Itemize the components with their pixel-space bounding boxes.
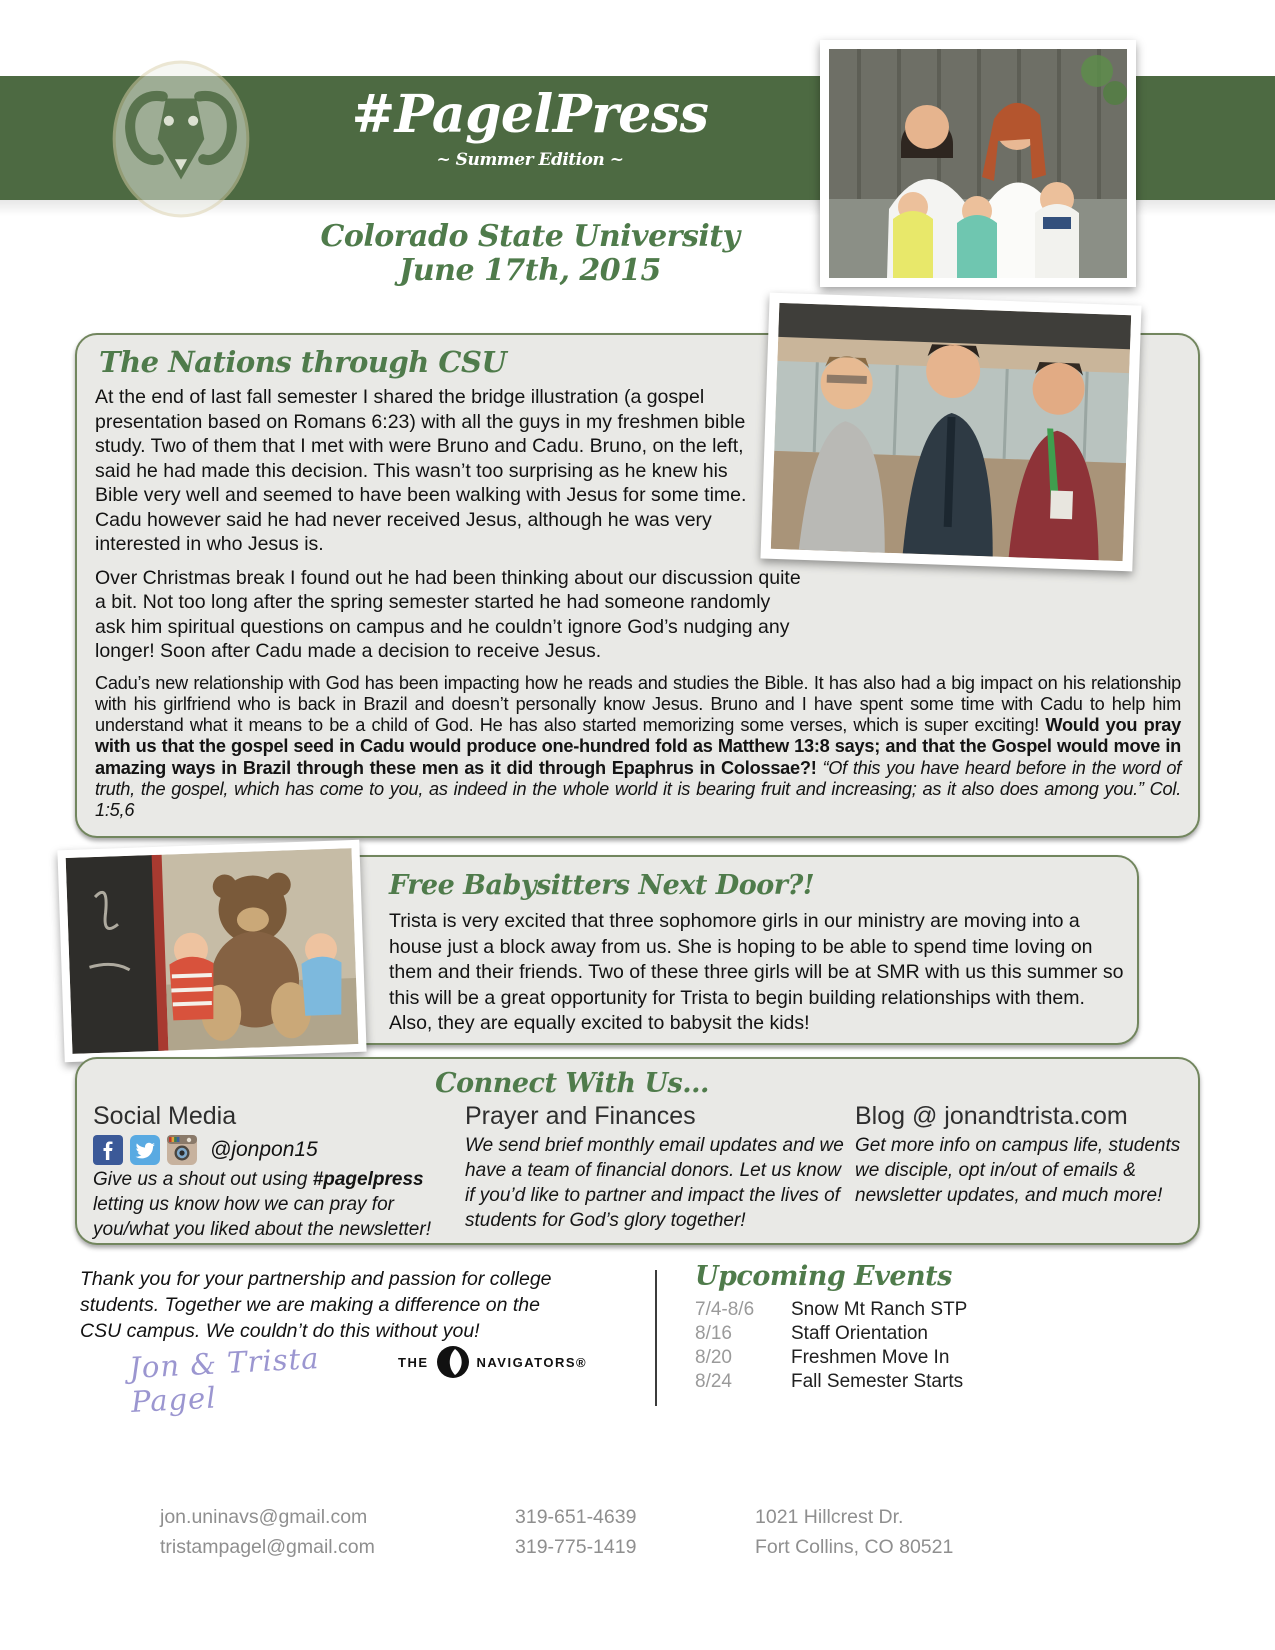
contact-phones xyxy=(515,1502,636,1562)
footer-divider xyxy=(655,1270,657,1406)
blog-heading[interactable]: Blog @ jonandtrista.com xyxy=(855,1102,1128,1130)
school-name: Colorado State University xyxy=(320,219,740,254)
event-label: Staff Orientation xyxy=(791,1323,928,1344)
prayer-finances-column xyxy=(465,1101,847,1233)
social-hashtag: #pagelpress xyxy=(312,1169,424,1190)
section-connect xyxy=(75,1057,1200,1245)
school-date xyxy=(150,220,910,288)
section-connect-title: Connect With Us... xyxy=(435,1068,709,1099)
nations-paragraph-1: At the end of last fall semester I shared the bridge illustration (a gospel presentation based on Romans 6:23) with all the guys in my freshmen bible study. Two of them that I met with were Bruno and Cadu. Bruno, on the left, said he had made this decision. This wasn’t too surprising as he knew his Bible very well and seemed to have been walking with Jesus for some time. Cadu however said he had never received Jesus, although he was very interested in who Jesus is. xyxy=(95,386,747,555)
edition-label: ~ Summer Edition ~ xyxy=(436,150,624,170)
event-label: Fall Semester Starts xyxy=(791,1371,964,1392)
issue-date: June 17th, 2015 xyxy=(399,253,661,288)
handwritten-signature: Jon & Trista Pagel xyxy=(128,1341,321,1419)
social-media-column xyxy=(93,1101,461,1242)
masthead xyxy=(220,86,840,170)
social-body-post: letting us know how we can pray for you/what you liked about the newsletter! xyxy=(93,1194,431,1240)
section-babysitters xyxy=(75,855,1139,1045)
babysitters-body: Trista is very excited that three sophomore girls in our ministry are moving into a house just a block away from us. She is hoping to be able to spend time loving on them and their friends. Two of these three girls will be at SMR with us this summer so this will be a great opportunity for Trista to begin building relationships with them. Also, they are equally excited to babysit the kids! xyxy=(389,910,1124,1034)
newsletter-title: #PagelPress xyxy=(351,84,709,145)
navigators-logo xyxy=(398,1344,587,1380)
event-label: Snow Mt Ranch STP xyxy=(791,1299,968,1320)
upcoming-events-title: Upcoming Events xyxy=(695,1261,952,1292)
upcoming-events xyxy=(695,1260,1115,1394)
blog-body: Get more info on campus life, students we disciple, opt in/out of emails & newsletter updates, and much more! xyxy=(855,1135,1181,1206)
social-media-heading: Social Media xyxy=(93,1102,237,1130)
blog-column xyxy=(855,1101,1189,1208)
facebook-icon[interactable] xyxy=(93,1135,123,1165)
event-date: 8/20 xyxy=(695,1347,732,1368)
students-photo xyxy=(760,293,1141,572)
section-nations-title: The Nations through CSU xyxy=(99,345,507,379)
nations-paragraph-2: Over Christmas break I found out he had been thinking about our discussion quite a bit. Not too long after the spring semester started he had someone randomly ask him spiritual questions on campus and he couldn’t ignore God’s nudging any longer! Soon after Cadu made a decision to receive Jesus. xyxy=(95,566,801,662)
social-handle[interactable]: @jonpon15 xyxy=(210,1138,318,1161)
phone-jon: 319-651-4639 xyxy=(515,1506,637,1528)
social-body xyxy=(93,1167,461,1242)
instagram-icon[interactable] xyxy=(167,1135,197,1165)
event-row xyxy=(695,1298,1115,1322)
phone-trista: 319-775-1419 xyxy=(515,1536,637,1558)
thank-you-note: Thank you for your partnership and passion for college students. Together we are making a difference on the CSU campus. We couldn’t do this without you! xyxy=(80,1268,552,1342)
twitter-icon[interactable] xyxy=(130,1135,160,1165)
prayer-heading: Prayer and Finances xyxy=(465,1102,696,1130)
nations-paragraph-3 xyxy=(95,673,1181,822)
section-nations xyxy=(75,333,1200,838)
email-trista[interactable]: tristampagel@gmail.com xyxy=(160,1536,375,1558)
babies-photo xyxy=(57,840,366,1062)
event-label: Freshmen Move In xyxy=(791,1347,950,1368)
event-date: 8/16 xyxy=(695,1323,732,1344)
prayer-body: We send brief monthly email updates and we have a team of financial donors. Let us know if you’d like to partner and impact the lives of students for God’s glory together! xyxy=(465,1135,844,1231)
nations-p3-scripture-quote: “Of this you have heard before in the word of truth, the gospel, which has come to you, as indeed in the whole world it is bearing fruit and increasing; as it also does among you.” Col. 1:5,6 xyxy=(95,757,1181,821)
navigators-the-label: THE xyxy=(398,1354,429,1370)
address-line-2: Fort Collins, CO 80521 xyxy=(755,1536,954,1558)
contact-emails xyxy=(160,1502,375,1562)
address-line-1: 1021 Hillcrest Dr. xyxy=(755,1506,904,1528)
event-date: 7/4-8/6 xyxy=(695,1299,755,1320)
event-row xyxy=(695,1346,1115,1370)
event-row xyxy=(695,1322,1115,1346)
contact-address xyxy=(755,1502,953,1562)
event-date: 8/24 xyxy=(695,1371,732,1392)
nations-p3-normal: Cadu’s new relationship with God has been impacting how he reads and studies the Bible. It has also had a big impact on his relationship with his girlfriend who is back in Brazil and doesn’t personally know Jesus. Bruno and I have spent some time with Cadu to help him understand what it means to be a child of God. He has also started memorizing some verses, which is super exciting! xyxy=(95,672,1181,736)
social-body-pre: Give us a shout out using xyxy=(93,1169,313,1190)
email-jon[interactable]: jon.uninavs@gmail.com xyxy=(160,1506,368,1528)
section-babysitters-title: Free Babysitters Next Door?! xyxy=(389,870,815,901)
navigators-sail-icon xyxy=(435,1344,471,1380)
navigators-name-label: NAVIGATORS® xyxy=(476,1354,588,1370)
nations-p3-prayer-request: Would you pray with us that the gospel seed in Cadu would produce one-hundred fold as Matthew 13:8 says; and that the Gospel would move in amazing ways in Brazil through these men as it did through Epaphrus in Colossae?! xyxy=(95,715,1181,778)
event-row xyxy=(695,1370,1115,1394)
